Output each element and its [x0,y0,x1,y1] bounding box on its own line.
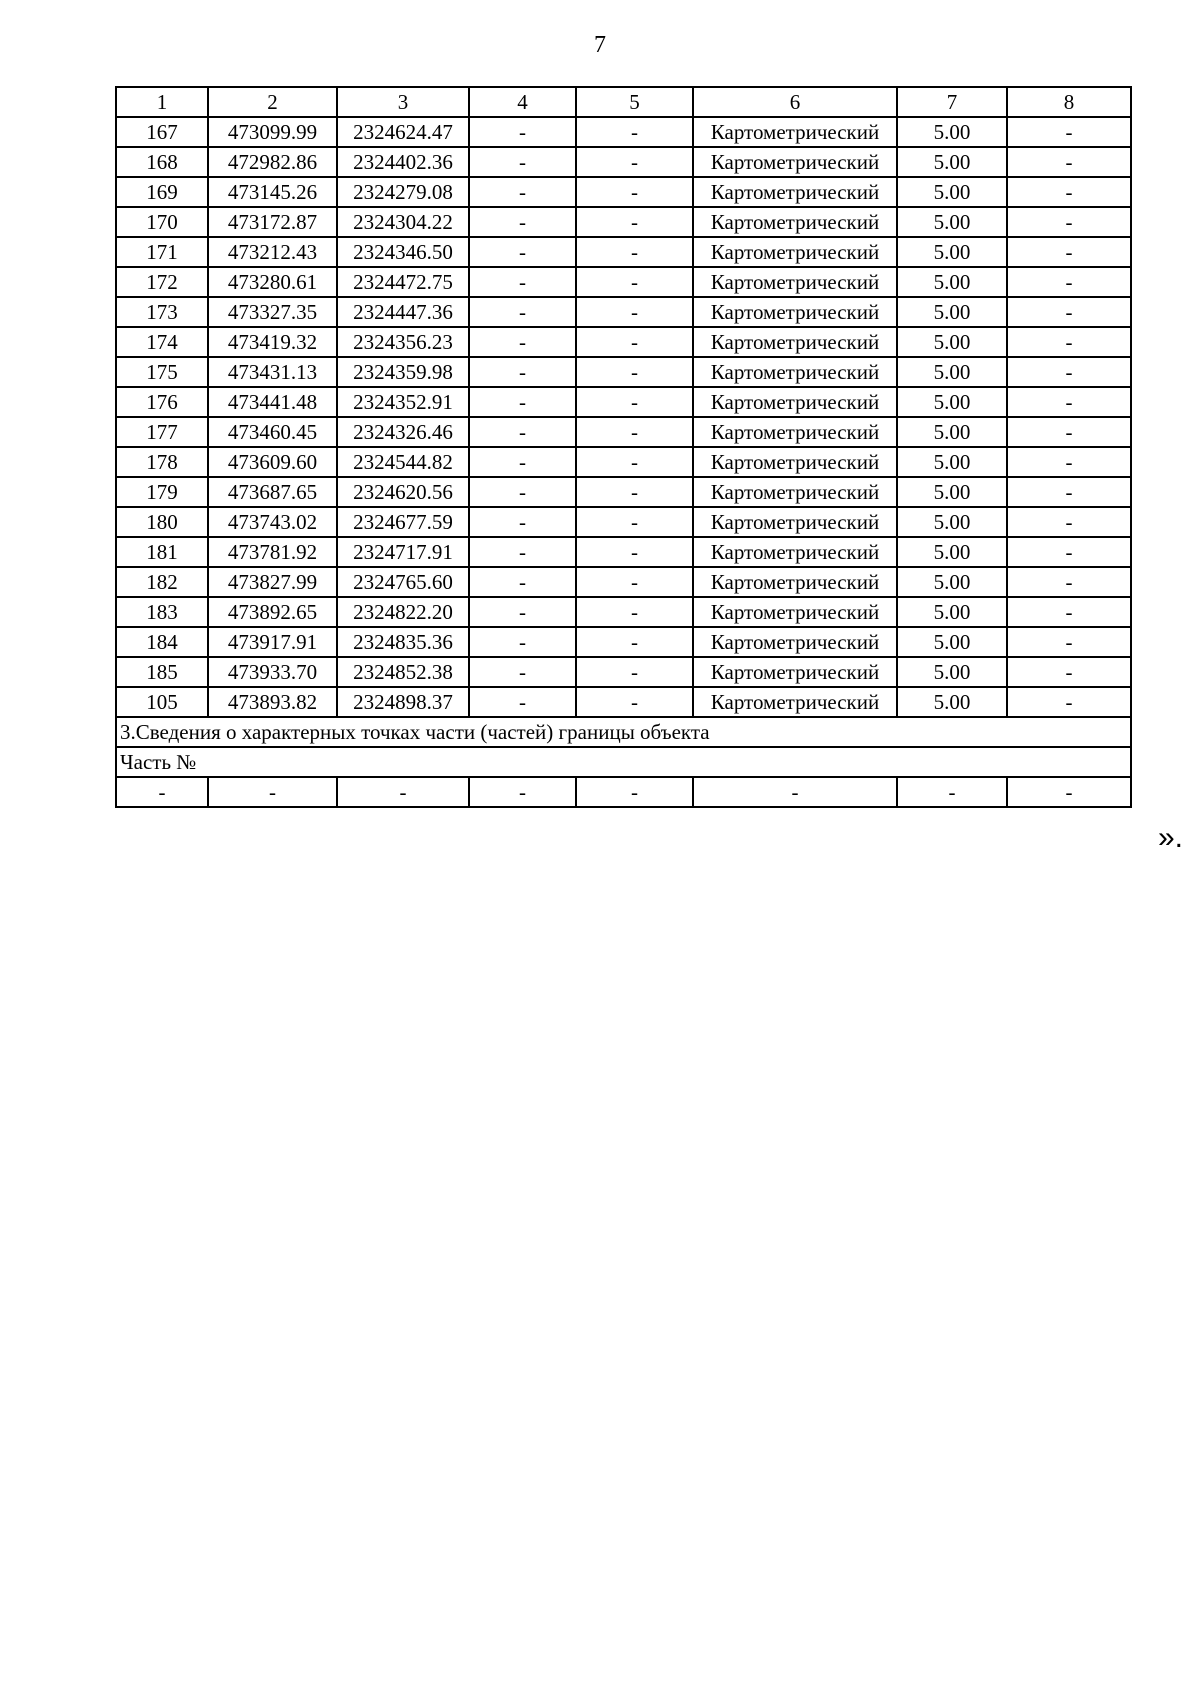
table-row [116,567,1131,597]
section-title-row [116,717,1131,747]
col-8-cell: - [1007,237,1131,267]
point-number-cell: 181 [116,537,208,567]
coord-x-cell: 473280.61 [208,267,337,297]
coord-x-cell: 473441.48 [208,387,337,417]
point-number-cell: 185 [116,657,208,687]
closing-quote-mark: ». [1158,821,1184,854]
coord-y-cell: 2324717.91 [337,537,469,567]
header-cell: 4 [469,87,576,117]
col-8-cell: - [1007,537,1131,567]
point-number-cell: 168 [116,147,208,177]
col-8-cell: - [1007,477,1131,507]
table-row [116,147,1131,177]
col-8-cell: - [1007,327,1131,357]
point-number-cell: 175 [116,357,208,387]
col-8-cell: - [1007,567,1131,597]
precision-cell: 5.00 [897,207,1007,237]
coord-y-cell: 2324326.46 [337,417,469,447]
col-8-cell: - [1007,447,1131,477]
col-8-cell: - [1007,177,1131,207]
col-8-cell: - [1007,657,1131,687]
col-5-cell: - [576,147,693,177]
table-body [116,87,1131,807]
precision-cell: 5.00 [897,417,1007,447]
col-5-cell: - [576,657,693,687]
col-5-cell: - [576,417,693,447]
header-cell: 3 [337,87,469,117]
col-4-cell: - [469,537,576,567]
table-row [116,687,1131,717]
col-5-cell: - [576,117,693,147]
col-4-cell: - [469,147,576,177]
coord-x-cell: 473687.65 [208,477,337,507]
col-4-cell: - [469,417,576,447]
table-row [116,597,1131,627]
precision-cell: 5.00 [897,147,1007,177]
point-number-cell: 105 [116,687,208,717]
method-cell: Картометрический [693,357,897,387]
precision-cell: 5.00 [897,507,1007,537]
precision-cell: 5.00 [897,627,1007,657]
method-cell: Картометрический [693,507,897,537]
precision-cell: 5.00 [897,387,1007,417]
coord-x-cell: 473099.99 [208,117,337,147]
coord-x-cell: 473431.13 [208,357,337,387]
point-number-cell: 169 [116,177,208,207]
col-5-cell: - [576,327,693,357]
col-8-cell: - [1007,147,1131,177]
precision-cell: 5.00 [897,597,1007,627]
coord-x-cell: 473933.70 [208,657,337,687]
precision-cell: 5.00 [897,297,1007,327]
col-5-cell: - [576,567,693,597]
method-cell: Картометрический [693,237,897,267]
col-5-cell: - [576,297,693,327]
table-row [116,357,1131,387]
col-8-cell: - [1007,207,1131,237]
point-number-cell: 177 [116,417,208,447]
method-cell: Картометрический [693,537,897,567]
table-row [116,447,1131,477]
header-cell: 1 [116,87,208,117]
col-5-cell: - [576,627,693,657]
precision-cell: 5.00 [897,537,1007,567]
col-8-cell: - [1007,627,1131,657]
method-cell: Картометрический [693,177,897,207]
col-5-cell: - [576,687,693,717]
point-number-cell: 176 [116,387,208,417]
col-4-cell: - [469,117,576,147]
col-8-cell: - [1007,267,1131,297]
coord-x-cell: 473419.32 [208,327,337,357]
header-cell: 6 [693,87,897,117]
col-4-cell: - [469,507,576,537]
method-cell: Картометрический [693,327,897,357]
method-cell: Картометрический [693,687,897,717]
col-8-cell: - [1007,687,1131,717]
col-8-cell: - [1007,297,1131,327]
empty-cell: - [116,777,208,807]
col-5-cell: - [576,537,693,567]
point-number-cell: 179 [116,477,208,507]
coord-y-cell: 2324765.60 [337,567,469,597]
coord-x-cell: 473460.45 [208,417,337,447]
col-4-cell: - [469,657,576,687]
precision-cell: 5.00 [897,327,1007,357]
method-cell: Картометрический [693,627,897,657]
col-4-cell: - [469,267,576,297]
coord-x-cell: 473327.35 [208,297,337,327]
col-4-cell: - [469,297,576,327]
empty-cell: - [897,777,1007,807]
precision-cell: 5.00 [897,687,1007,717]
method-cell: Картометрический [693,417,897,447]
point-number-cell: 170 [116,207,208,237]
coord-y-cell: 2324835.36 [337,627,469,657]
col-5-cell: - [576,357,693,387]
precision-cell: 5.00 [897,477,1007,507]
coord-y-cell: 2324852.38 [337,657,469,687]
col-5-cell: - [576,177,693,207]
coord-x-cell: 473145.26 [208,177,337,207]
coord-y-cell: 2324304.22 [337,207,469,237]
precision-cell: 5.00 [897,447,1007,477]
coord-y-cell: 2324346.50 [337,237,469,267]
point-number-cell: 183 [116,597,208,627]
col-8-cell: - [1007,417,1131,447]
precision-cell: 5.00 [897,237,1007,267]
method-cell: Картометрический [693,297,897,327]
coord-x-cell: 473172.87 [208,207,337,237]
point-number-cell: 172 [116,267,208,297]
empty-cell: - [576,777,693,807]
header-cell: 2 [208,87,337,117]
coord-y-cell: 2324356.23 [337,327,469,357]
col-8-cell: - [1007,507,1131,537]
coord-y-cell: 2324447.36 [337,297,469,327]
col-4-cell: - [469,627,576,657]
empty-cell: - [469,777,576,807]
col-4-cell: - [469,237,576,267]
point-number-cell: 167 [116,117,208,147]
point-number-cell: 180 [116,507,208,537]
method-cell: Картометрический [693,387,897,417]
table-row [116,177,1131,207]
col-4-cell: - [469,207,576,237]
coord-y-cell: 2324620.56 [337,477,469,507]
header-cell: 8 [1007,87,1131,117]
empty-cell: - [1007,777,1131,807]
coord-x-cell: 473827.99 [208,567,337,597]
table-row [116,267,1131,297]
part-label-row [116,747,1131,777]
col-4-cell: - [469,387,576,417]
coord-x-cell: 473781.92 [208,537,337,567]
col-4-cell: - [469,687,576,717]
coord-x-cell: 473609.60 [208,447,337,477]
col-4-cell: - [469,177,576,207]
table-row [116,537,1131,567]
coord-y-cell: 2324677.59 [337,507,469,537]
point-number-cell: 174 [116,327,208,357]
method-cell: Картометрический [693,657,897,687]
table-row [116,657,1131,687]
point-number-cell: 171 [116,237,208,267]
coord-y-cell: 2324822.20 [337,597,469,627]
table-row [116,297,1131,327]
table-row [116,477,1131,507]
coord-x-cell: 473892.65 [208,597,337,627]
precision-cell: 5.00 [897,117,1007,147]
table-row [116,417,1131,447]
method-cell: Картометрический [693,477,897,507]
col-4-cell: - [469,477,576,507]
empty-cell: - [337,777,469,807]
coordinates-table [115,86,1132,808]
coord-x-cell: 473743.02 [208,507,337,537]
coord-y-cell: 2324402.36 [337,147,469,177]
table-header-row [116,87,1131,117]
method-cell: Картометрический [693,597,897,627]
precision-cell: 5.00 [897,657,1007,687]
col-5-cell: - [576,507,693,537]
coord-x-cell: 473893.82 [208,687,337,717]
col-5-cell: - [576,387,693,417]
col-8-cell: - [1007,387,1131,417]
coord-x-cell: 473212.43 [208,237,337,267]
coord-y-cell: 2324544.82 [337,447,469,477]
col-5-cell: - [576,477,693,507]
point-number-cell: 178 [116,447,208,477]
table-row [116,117,1131,147]
col-4-cell: - [469,597,576,627]
table-row [116,507,1131,537]
coord-y-cell: 2324624.47 [337,117,469,147]
col-4-cell: - [469,447,576,477]
coord-x-cell: 472982.86 [208,147,337,177]
point-number-cell: 182 [116,567,208,597]
table-row [116,327,1131,357]
coord-y-cell: 2324472.75 [337,267,469,297]
col-8-cell: - [1007,117,1131,147]
section-title: 3.Сведения о характерных точках части (частей) границы объекта [116,717,1131,747]
coord-y-cell: 2324359.98 [337,357,469,387]
header-cell: 7 [897,87,1007,117]
table-row [116,237,1131,267]
col-5-cell: - [576,597,693,627]
method-cell: Картометрический [693,567,897,597]
table-row [116,627,1131,657]
col-8-cell: - [1007,597,1131,627]
col-5-cell: - [576,447,693,477]
precision-cell: 5.00 [897,567,1007,597]
point-number-cell: 184 [116,627,208,657]
page-number: 7 [594,32,606,58]
point-number-cell: 173 [116,297,208,327]
empty-cell: - [693,777,897,807]
coord-y-cell: 2324898.37 [337,687,469,717]
precision-cell: 5.00 [897,357,1007,387]
empty-cell: - [208,777,337,807]
method-cell: Картометрический [693,447,897,477]
col-5-cell: - [576,267,693,297]
coord-y-cell: 2324352.91 [337,387,469,417]
coord-x-cell: 473917.91 [208,627,337,657]
precision-cell: 5.00 [897,177,1007,207]
col-5-cell: - [576,237,693,267]
col-4-cell: - [469,327,576,357]
col-8-cell: - [1007,357,1131,387]
col-5-cell: - [576,207,693,237]
part-label: Часть № [116,747,1131,777]
table-row [116,207,1131,237]
table-row [116,387,1131,417]
method-cell: Картометрический [693,117,897,147]
col-4-cell: - [469,357,576,387]
coord-y-cell: 2324279.08 [337,177,469,207]
empty-row [116,777,1131,807]
method-cell: Картометрический [693,207,897,237]
method-cell: Картометрический [693,267,897,297]
precision-cell: 5.00 [897,267,1007,297]
method-cell: Картометрический [693,147,897,177]
col-4-cell: - [469,567,576,597]
header-cell: 5 [576,87,693,117]
